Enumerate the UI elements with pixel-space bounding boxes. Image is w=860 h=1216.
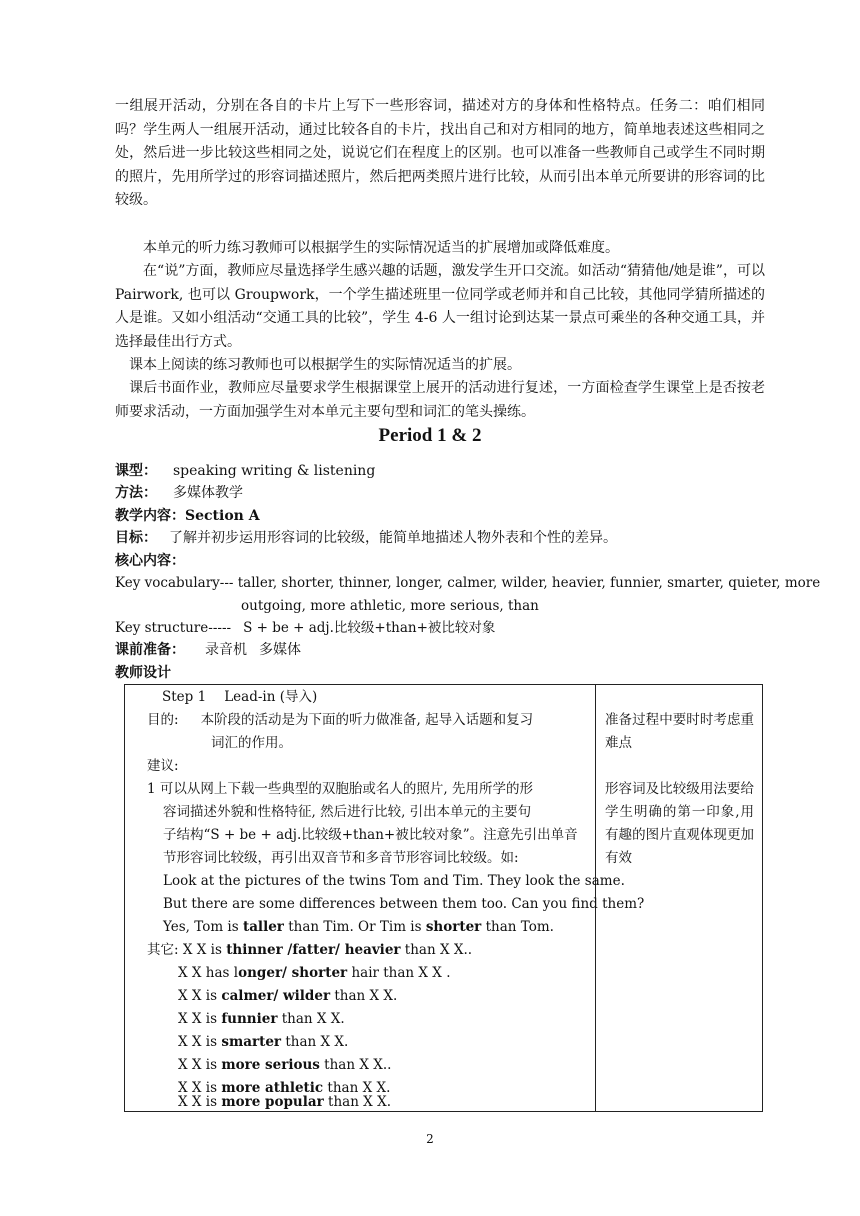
purpose-text-1: 本阶段的活动是为下面的听力做准备, 起导入话题和复习 — [200, 712, 534, 728]
intro-paragraph-5-text: 课后书面作业，教师应尽量要求学生根据课堂上展开的活动进行复述，一方面检查学生课堂上是否按老师要求活动，一方面加强学生对本单元主要句型和词汇的笔头操练。 — [115, 380, 765, 420]
example-7-suffix: than X X. — [323, 1094, 391, 1110]
example-5-prefix: X X is — [178, 1057, 222, 1073]
intro-paragraph-1: 一组展开活动，分别在各自的卡片上写下一些形容词，描述对方的身体和性格特点。任务二：咱们相同吗？学生两人一组展开活动，通过比较各自的卡片，找出自己和对方相同的地方，简单地表述这些相同之处，然后进一步比较这些相同之处，说说它们在程度上的区别。也可以准备一些教师自己或学生不同时期的照片，先用所学过的形容词描述照片，然后把两类照片进行比较，从而引出本单元所要讲的形容词的比较级。 — [115, 98, 765, 208]
step-title: Step 1 — [162, 689, 207, 705]
meta-method-label: 方法： — [115, 485, 157, 501]
key-structure-label: Key structure----- — [115, 620, 232, 636]
yes-line — [163, 917, 554, 937]
yes-line-taller: taller — [242, 919, 284, 935]
example-line — [178, 1032, 348, 1052]
example-5-adj: more serious — [221, 1057, 320, 1073]
design-left-cell — [125, 685, 645, 1112]
example-line — [178, 963, 451, 983]
example-line — [178, 1092, 391, 1112]
meta-method-value: 多媒体教学 — [173, 485, 243, 501]
note-comparative-usage: 形容词及比较级用法要给学生明确的第一印象,用有趣的图片直观体现更加有效 — [605, 781, 754, 866]
example-1-suffix: hair than X X . — [347, 965, 451, 981]
meta-design-label: 教师设计 — [115, 665, 171, 681]
purpose-line-2: 词汇的作用。 — [211, 735, 292, 751]
design-table — [124, 684, 763, 1112]
example-4-adj: smarter — [221, 1034, 282, 1050]
intro-paragraph-5 — [115, 377, 765, 424]
other-line — [147, 940, 472, 960]
meta-type-label: 课型： — [115, 463, 157, 479]
example-3-prefix: X X is — [178, 1011, 222, 1027]
meta-prep-label: 课前准备： — [115, 642, 185, 658]
advice-line-4: 节形容词比较级，再引出双音节和多音节形容词比较级。如: — [163, 850, 519, 866]
other-tail: than X X.. — [400, 942, 473, 958]
other-label: 其它: X X is — [147, 942, 227, 958]
page-number: 2 — [426, 1132, 434, 1146]
example-2-suffix: than X X. — [330, 988, 398, 1004]
advice-line-1: 1 可以从网上下载一些典型的双胞胎或名人的照片, 先用所学的形 — [147, 781, 533, 797]
advice-line-5: Look at the pictures of the twins Tom and Tim. They look the same. — [163, 873, 625, 889]
advice-label: 建议: — [147, 758, 179, 774]
meta-goal-value: 了解并初步运用形容词的比较级，能简单地描述人物外表和个性的差异。 — [169, 530, 617, 546]
meta-prep — [115, 640, 301, 660]
example-1-adj: onger/ shorter — [238, 965, 348, 981]
meta-goal-label: 目标： — [115, 530, 157, 546]
step-name: Lead-in (导入) — [224, 689, 318, 705]
intro-paragraph-4 — [115, 354, 765, 378]
meta-type — [115, 461, 375, 481]
advice-line-6: But there are some differences between them too. Can you find them? — [163, 896, 645, 912]
meta-goal — [115, 528, 617, 548]
advice-line-2: 容词描述外貌和性格特征, 然后进行比较, 引出本单元的主要句 — [163, 804, 532, 820]
advice-line-3: 子结构“S + be + adj.比较级+than+被比较对象”。注意先引出单音 — [163, 827, 578, 843]
step-line — [162, 687, 317, 707]
meta-prep-value-2: 多媒体 — [259, 642, 301, 658]
example-4-prefix: X X is — [178, 1034, 222, 1050]
meta-content-value: Section A — [185, 508, 260, 524]
yes-line-part-a: Yes, Tom is — [163, 919, 243, 935]
meta-content — [115, 506, 260, 526]
example-5-suffix: than X X.. — [319, 1057, 392, 1073]
section-title: Period 1 & 2 — [378, 425, 482, 446]
intro-paragraph-2-text: 本单元的听力练习教师可以根据学生的实际情况适当的扩展增加或降低难度。 — [143, 240, 619, 256]
meta-core — [115, 551, 185, 571]
vocab-line-1: Key vocabulary--- taller, shorter, thinner, longer, calmer, wilder, heavier, funnier, smarter, quieter, more — [115, 575, 821, 591]
example-line — [178, 986, 397, 1006]
example-6-suffix: than X X. — [323, 1080, 391, 1096]
key-structure — [115, 618, 495, 638]
example-2-prefix: X X is — [178, 988, 222, 1004]
design-notes — [596, 685, 762, 870]
yes-line-part-c: than Tim. Or Tim is — [283, 919, 426, 935]
vocab-line-2: outgoing, more athletic, more serious, than — [241, 598, 539, 614]
example-6-adj: more athletic — [221, 1080, 324, 1096]
yes-line-shorter: shorter — [425, 919, 482, 935]
example-1-prefix: X X has l — [178, 965, 239, 981]
key-structure-value: S + be + adj.比较级+than+被比较对象 — [243, 620, 496, 636]
example-3-adj: funnier — [221, 1011, 278, 1027]
meta-method — [115, 483, 243, 503]
example-7-prefix: X X is — [178, 1094, 222, 1110]
other-adjectives: thinner /fatter/ heavier — [226, 942, 401, 958]
purpose-label: 目的: — [147, 712, 179, 728]
example-7-adj: more popular — [221, 1094, 324, 1110]
note-key-points: 准备过程中要时时考虑重难点 — [605, 712, 754, 751]
intro-paragraph-3-text: 在“说”方面，教师应尽量选择学生感兴趣的话题，激发学生开口交流。如活动“猜猜他/她是谁”，可以 Pairwork, 也可以 Groupwork，一个学生描述班里一位同学或老师并和自己比较，其他同学猜所描述的人是谁。又如小组活动“交通工具的比较”，学生 4-6 人一组讨论到达某一景点可乘坐的各种交通工具，并选择最佳出行方式。 — [115, 263, 765, 350]
example-2-adj: calmer/ wilder — [221, 988, 331, 1004]
meta-content-label: 教学内容： — [115, 508, 185, 524]
example-3-suffix: than X X. — [277, 1011, 345, 1027]
purpose-line-1 — [147, 710, 533, 730]
yes-line-part-e: than Tom. — [481, 919, 554, 935]
intro-paragraph-2 — [115, 237, 765, 261]
meta-core-label: 核心内容： — [115, 553, 185, 569]
example-line — [178, 1055, 391, 1075]
example-line — [178, 1009, 345, 1029]
meta-prep-value-1: 录音机 — [205, 642, 247, 658]
example-4-suffix: than X X. — [281, 1034, 349, 1050]
meta-design — [115, 663, 171, 683]
meta-type-value: speaking writing & listening — [173, 463, 376, 479]
intro-paragraph-3 — [115, 260, 765, 354]
example-6-prefix: X X is — [178, 1080, 222, 1096]
intro-paragraph-4-text: 课本上阅读的练习教师也可以根据学生的实际情况适当的扩展。 — [129, 357, 521, 373]
